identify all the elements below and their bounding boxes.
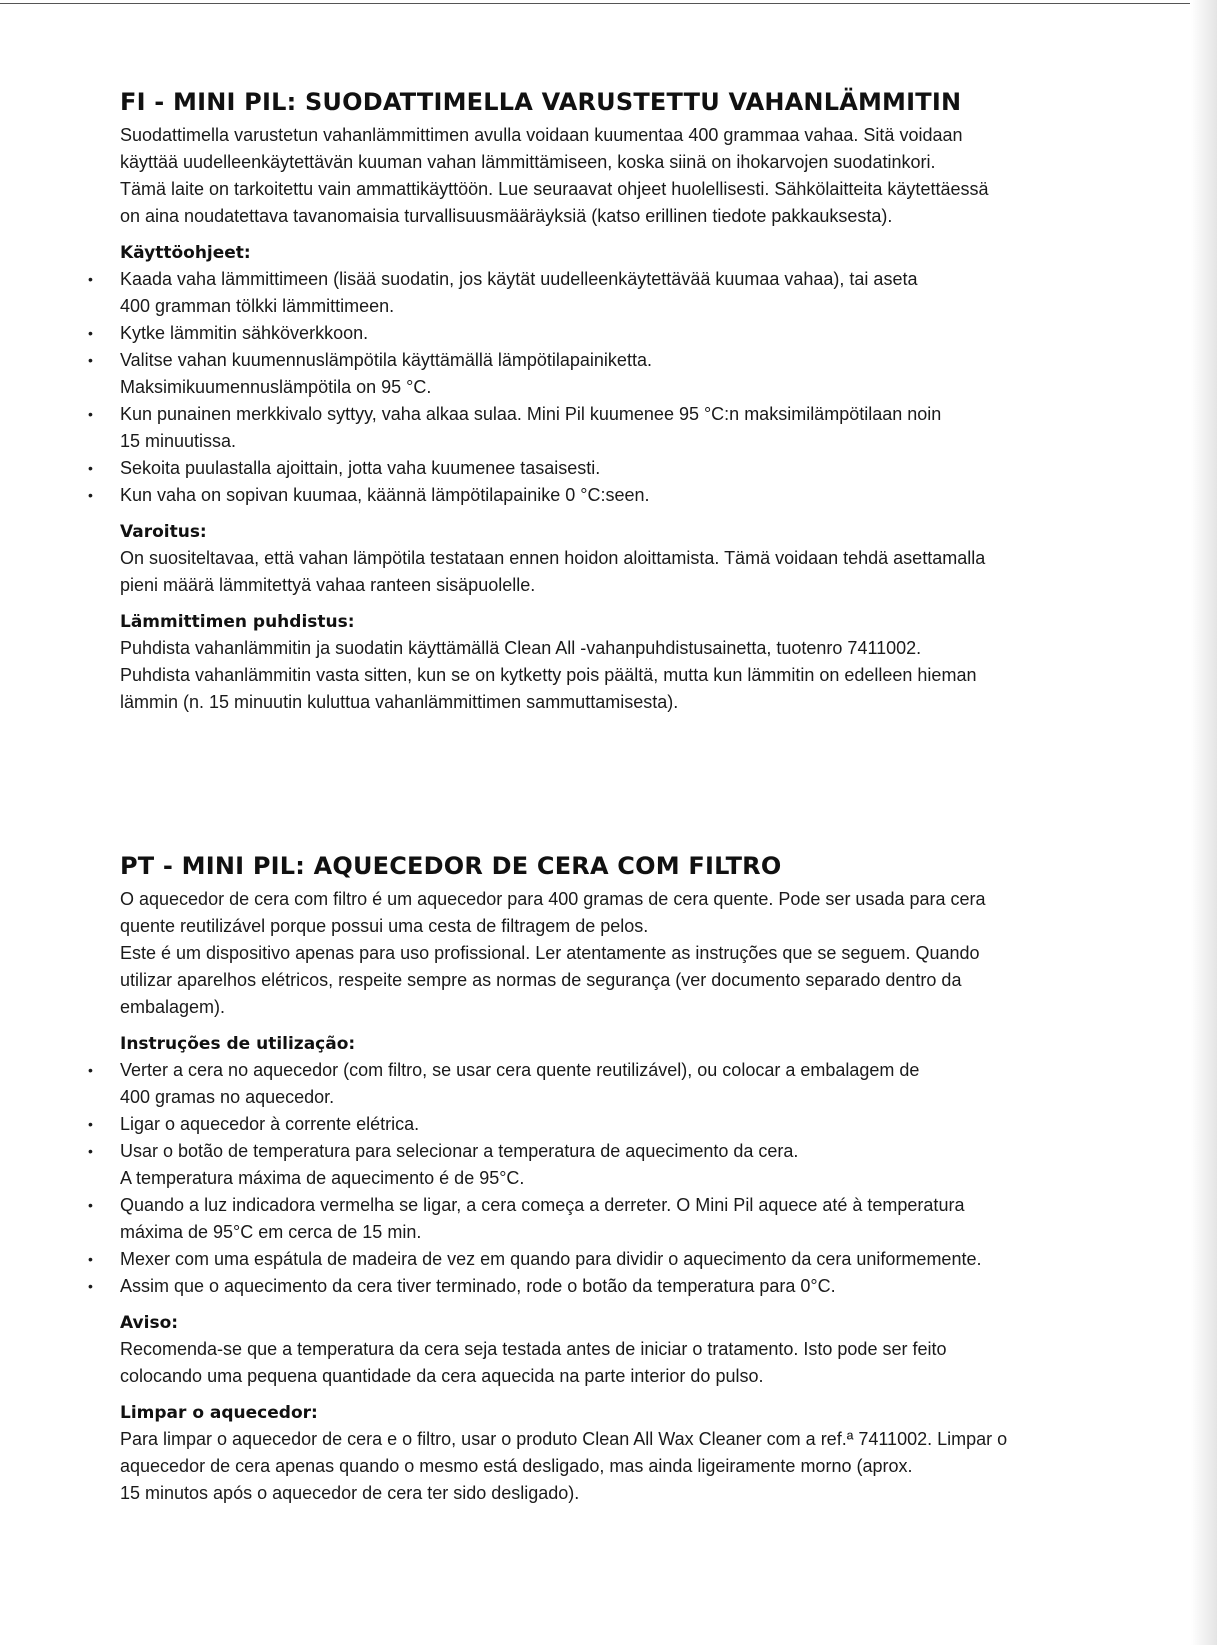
list-item bbox=[120, 1192, 1100, 1246]
section-pt bbox=[120, 850, 1100, 1507]
list-item bbox=[120, 1138, 1100, 1192]
fi-warning-heading: Varoitus: bbox=[120, 522, 207, 542]
pt-cleaning-line: 15 minutos após o aquecedor de cera ter sido desligado). bbox=[120, 1483, 580, 1503]
list-item-line: • Kun vaha on sopivan kuumaa, käännä lämpötilapainike 0 °C:seen. bbox=[120, 485, 650, 505]
fi-warning-line: pieni määrä lämmitettyä vahaa ranteen sisäpuolelle. bbox=[120, 575, 536, 595]
fi-intro-line: Tämä laite on tarkoitettu vain ammattikäyttöön. Lue seuraavat ohjeet huolellisesti. Sähkölaitteita käytettäessä bbox=[120, 179, 989, 199]
pt-cleaning-line: aquecedor de cera apenas quando o mesmo está desligado, mas ainda ligeiramente morno (aprox. bbox=[120, 1456, 913, 1476]
list-item-line: • Usar o botão de temperatura para selecionar a temperatura de aquecimento da cera. bbox=[120, 1141, 799, 1161]
pt-warning-line: colocando uma pequena quantidade da cera aquecida na parte interior do pulso. bbox=[120, 1366, 764, 1386]
pt-title: PT - MINI PIL: AQUECEDOR DE CERA COM FILTRO bbox=[120, 852, 782, 880]
top-rule bbox=[0, 3, 1190, 4]
fi-cleaning-line: lämmin (n. 15 minuutin kuluttua vahanlämmittimen sammuttamisesta). bbox=[120, 692, 679, 712]
pt-warning-heading: Aviso: bbox=[120, 1313, 179, 1333]
pt-intro-line: embalagem). bbox=[120, 997, 226, 1017]
list-item-line: • Assim que o aquecimento da cera tiver terminado, rode o botão da temperatura para 0°C. bbox=[120, 1276, 836, 1296]
list-item-line: • Kaada vaha lämmittimeen (lisää suodatin, jos käytät uudelleenkäytettävää kuumaa vahaa), tai aseta bbox=[120, 269, 918, 289]
pt-intro-line: quente reutilizável porque possui uma cesta de filtragem de pelos. bbox=[120, 916, 649, 936]
list-item bbox=[120, 401, 1100, 455]
list-item bbox=[120, 1246, 1100, 1273]
list-item-line: • Quando a luz indicadora vermelha se ligar, a cera começa a derreter. O Mini Pil aquece até à temperatura bbox=[120, 1195, 965, 1215]
fi-title: FI - MINI PIL: SUODATTIMELLA VARUSTETTU VAHANLÄMMITIN bbox=[120, 88, 962, 116]
list-item bbox=[120, 1057, 1100, 1111]
list-item bbox=[120, 1111, 1100, 1138]
fi-instructions-list bbox=[120, 266, 1100, 509]
pt-intro-line: Este é um dispositivo apenas para uso profissional. Ler atentamente as instruções que se seguem. Quando bbox=[120, 943, 980, 963]
pt-cleaning-line: Para limpar o aquecedor de cera e o filtro, usar o produto Clean All Wax Cleaner com a ref.ª 7411002. Limpar o bbox=[120, 1429, 1008, 1449]
list-item-line: 400 gramman tölkki lämmittimeen. bbox=[120, 296, 395, 316]
list-item-line: • Sekoita puulastalla ajoittain, jotta vaha kuumenee tasaisesti. bbox=[120, 458, 601, 478]
list-item-line: • Mexer com uma espátula de madeira de vez em quando para dividir o aquecimento da cera uniformemente. bbox=[120, 1249, 982, 1269]
fi-instructions-heading: Käyttöohjeet: bbox=[120, 243, 251, 263]
page-edge-shadow bbox=[1191, 0, 1217, 1645]
fi-cleaning-line: Puhdista vahanlämmitin ja suodatin käyttämällä Clean All -vahanpuhdistusainetta, tuotenro 7411002. bbox=[120, 638, 922, 658]
pt-intro-line: O aquecedor de cera com filtro é um aquecedor para 400 gramas de cera quente. Pode ser usada para cera bbox=[120, 889, 986, 909]
list-item bbox=[120, 266, 1100, 320]
pt-instructions-heading: Instruções de utilização: bbox=[120, 1034, 356, 1054]
fi-cleaning-heading: Lämmittimen puhdistus: bbox=[120, 612, 355, 632]
fi-cleaning-line: Puhdista vahanlämmitin vasta sitten, kun se on kytketty pois päältä, mutta kun lämmitin on edelleen hieman bbox=[120, 665, 977, 685]
fi-intro-line: käyttää uudelleenkäytettävän kuuman vahan lämmittämiseen, koska siinä on ihokarvojen suodatinkori. bbox=[120, 152, 936, 172]
pt-instructions-list bbox=[120, 1057, 1100, 1300]
list-item bbox=[120, 1273, 1100, 1300]
list-item-line: • Ligar o aquecedor à corrente elétrica. bbox=[120, 1114, 420, 1134]
list-item-line: • Valitse vahan kuumennuslämpötila käyttämällä lämpötilapainiketta. bbox=[120, 350, 652, 370]
pt-warning-line: Recomenda-se que a temperatura da cera seja testada antes de iniciar o tratamento. Isto pode ser feito bbox=[120, 1339, 947, 1359]
list-item-line: • Verter a cera no aquecedor (com filtro, se usar cera quente reutilizável), ou colocar a embalagem de bbox=[120, 1060, 920, 1080]
pt-intro-line: utilizar aparelhos elétricos, respeite sempre as normas de segurança (ver documento separado dentro da bbox=[120, 970, 962, 990]
section-fi bbox=[120, 86, 1100, 716]
list-item bbox=[120, 482, 1100, 509]
list-item-line: 15 minuutissa. bbox=[120, 431, 237, 451]
list-item bbox=[120, 455, 1100, 482]
list-item-line: 400 gramas no aquecedor. bbox=[120, 1087, 335, 1107]
fi-intro-line: Suodattimella varustetun vahanlämmittimen avulla voidaan kuumentaa 400 grammaa vahaa. Sitä voidaan bbox=[120, 125, 963, 145]
list-item-line: • Kytke lämmitin sähköverkkoon. bbox=[120, 323, 369, 343]
list-item bbox=[120, 320, 1100, 347]
list-item-line: A temperatura máxima de aquecimento é de 95°C. bbox=[120, 1168, 525, 1188]
list-item bbox=[120, 347, 1100, 401]
fi-intro-line: on aina noudatettava tavanomaisia turvallisuusmääräyksiä (katso erillinen tiedote pakkauksesta). bbox=[120, 206, 893, 226]
pt-cleaning-heading: Limpar o aquecedor: bbox=[120, 1403, 318, 1423]
list-item-line: • Kun punainen merkkivalo syttyy, vaha alkaa sulaa. Mini Pil kuumenee 95 °C:n maksimilämpötilaan noin bbox=[120, 404, 942, 424]
list-item-line: Maksimikuumennuslämpötila on 95 °C. bbox=[120, 377, 432, 397]
list-item-line: máxima de 95°C em cerca de 15 min. bbox=[120, 1222, 422, 1242]
fi-warning-line: On suositeltavaa, että vahan lämpötila testataan ennen hoidon aloittamista. Tämä voidaan tehdä asettamalla bbox=[120, 548, 986, 568]
